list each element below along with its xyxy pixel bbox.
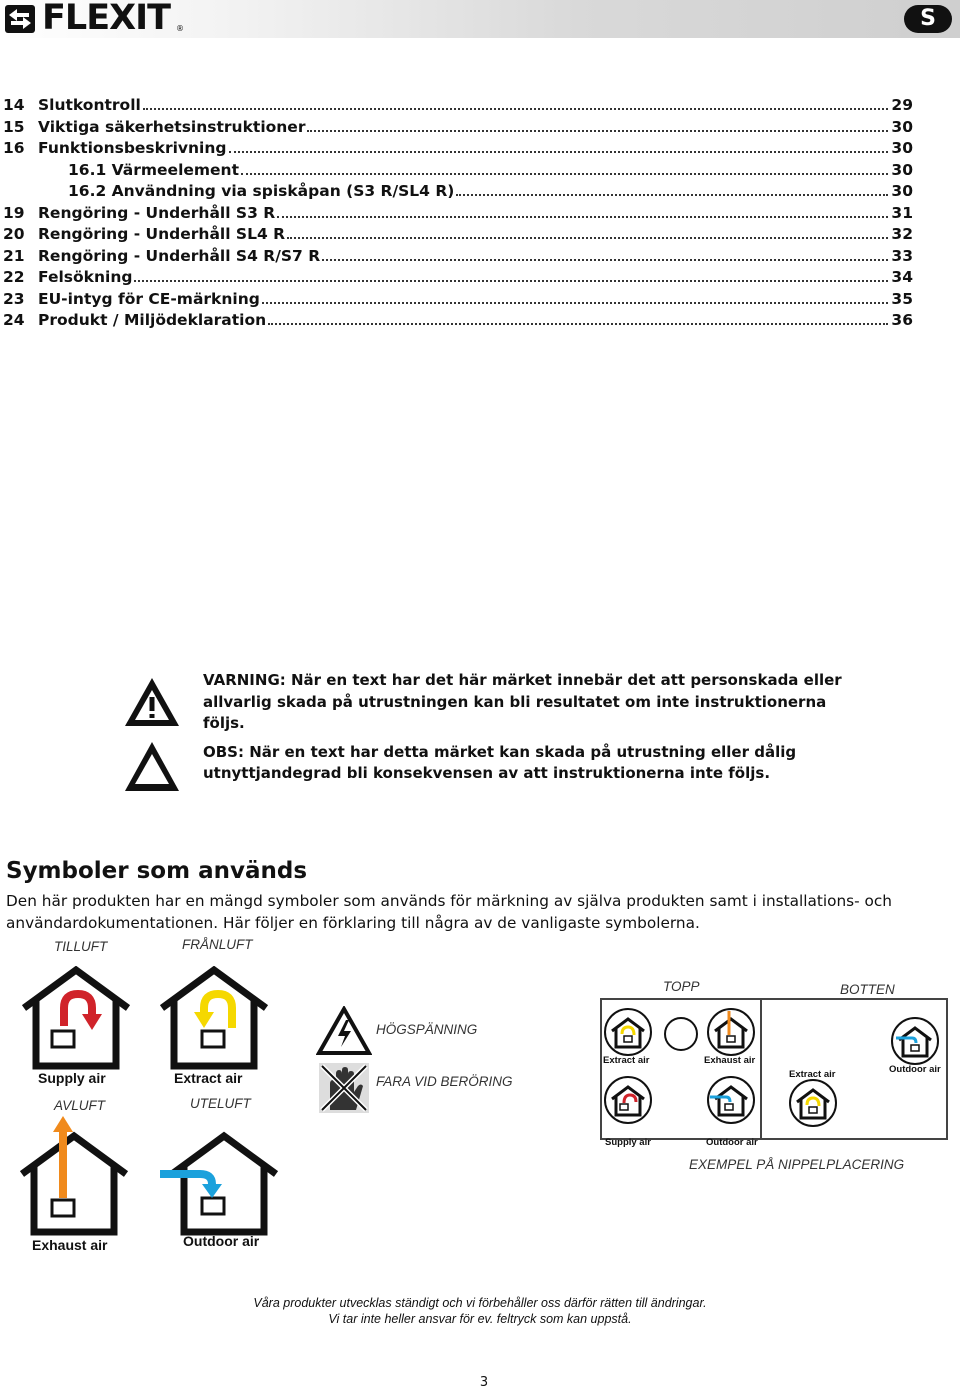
caution-triangle-icon [125,742,179,791]
example-label-bottom-outdoor: Outdoor air [889,1064,941,1075]
example-bottom-extract-air-icon [788,1078,838,1128]
toc-page-number: 32 [891,225,913,243]
toc-number: 23 [3,289,25,308]
toc-row[interactable] [3,247,913,269]
toc-number: 22 [3,268,25,286]
toc-title: Felsökning [38,268,133,286]
toc-page-number: 30 [891,182,913,200]
label-uteluft: UTELUFT [190,1096,251,1111]
symbols-intro: Den här produkten har en mängd symboler som används för märkning av själva produkten samt i installations- och användardokumentationen. Här följer en förklaring till några av de vanligaste symbolerna. [6,892,892,932]
toc-leader-dots [143,96,888,110]
example-extract-air-icon [603,1007,653,1057]
toc-leader-dots [307,118,888,132]
label-extract-air: Extract air [174,1070,243,1086]
label-outdoor-air: Outdoor air [183,1233,260,1249]
toc-number: 16 [3,139,25,157]
label-example-placement: EXEMPEL PÅ NIPPELPLACERING [689,1157,905,1172]
disclaimer-line-1: Våra produkter utvecklas ständigt och vi förbehåller oss därför rätten till ändringar. [253,1296,707,1310]
toc-leader-dots [262,290,888,304]
label-hogspanning: HÖGSPÄNNING [376,1022,478,1037]
exhaust-air-house-icon [16,1114,132,1238]
example-empty-circle [662,1015,700,1053]
registered-mark: ® [176,24,184,33]
toc-number: 21 [3,246,25,265]
disclaimer-line-2: Vi tar inte heller ansvar för ev. feltryck som kan uppstå. [328,1312,632,1326]
toc-row[interactable] [3,139,913,161]
toc-row[interactable] [3,290,913,312]
toc-row[interactable] [3,268,913,290]
outdoor-air-house-icon [158,1126,282,1236]
label-exhaust-air: Exhaust air [32,1237,108,1253]
flexit-logo-icon [5,5,35,33]
supply-air-house-icon [18,966,134,1070]
toc-number: 15 [3,117,25,136]
toc-title: 16.2 Användning via spiskåpan (S3 R/SL4 R) [68,182,455,200]
disclaimer-footer [0,1295,960,1327]
toc-row[interactable] [3,204,913,226]
toc-title: EU-intyg för CE-märkning [38,289,260,308]
warning-paragraph: VARNING: När en text har det här märket innebär det att personskada eller allvarlig skada på utrustningen kan bli resultatet om inte instruktionerna följs. [203,671,842,732]
toc-number: 24 [3,311,25,329]
label-botten: BOTTEN [840,982,895,997]
header-bar [0,0,960,38]
label-avluft: AVLUFT [54,1098,106,1113]
toc-page-number: 29 [891,96,913,114]
toc-number: 19 [3,203,25,222]
language-badge: S [904,5,952,33]
example-supply-air-icon [603,1075,653,1125]
toc-page-number: 33 [891,246,913,265]
toc-row[interactable] [3,225,913,247]
toc-row[interactable] [3,182,913,204]
do-not-touch-icon [318,1062,370,1114]
toc-page-number: 30 [891,160,913,179]
warning-text-block [203,670,843,792]
toc-title: Produkt / Miljödeklaration [38,311,267,329]
toc-leader-dots [322,247,888,261]
example-divider [760,998,762,1138]
toc-page-number: 30 [891,117,913,136]
example-label-extract: Extract air [603,1055,650,1066]
extract-air-house-icon [156,966,272,1070]
label-fara-vid-beroring: FARA VID BERÖRING [376,1074,513,1089]
label-tilluft: TILLUFT [54,939,108,954]
label-topp: TOPP [663,979,700,994]
example-label-outdoor: Outdoor air [706,1137,758,1148]
toc-leader-dots [134,268,888,282]
high-voltage-icon [316,1006,372,1056]
toc-page-number: 30 [891,139,913,157]
example-outdoor-air-icon [706,1075,756,1125]
toc-title: 16.1 Värmeelement [68,160,239,179]
toc-row[interactable] [3,311,913,333]
toc-leader-dots [277,204,888,218]
toc-page-number: 35 [891,289,913,308]
toc-row[interactable] [3,118,913,140]
example-label-bottom-extract: Extract air [789,1069,836,1080]
note-paragraph: OBS: När en text har detta märket kan skada på utrustning eller dålig utnyttjandegrad bli konsekvensen av att instruktionerna inte följs. [203,742,797,782]
toc-title: Rengöring - Underhåll S3 R [38,203,276,222]
label-franluft: FRÅNLUFT [182,937,253,952]
example-bottom-outdoor-air-icon [890,1016,940,1066]
toc-page-number: 36 [891,311,913,329]
toc-title: Slutkontroll [38,96,141,114]
page-number: 3 [479,1375,489,1390]
toc-leader-dots [268,311,888,325]
toc-row[interactable] [3,161,913,183]
example-exhaust-air-icon [706,1007,756,1057]
example-label-supply: Supply air [605,1137,651,1148]
toc-number: 20 [3,225,25,243]
toc-page-number: 34 [891,268,913,286]
toc-leader-dots [241,161,888,175]
toc-leader-dots [287,225,888,239]
toc-title: Viktiga säkerhetsinstruktioner [38,117,306,136]
warning-exclamation-icon [125,678,179,726]
toc-leader-dots [456,182,888,196]
toc-title: Funktionsbeskrivning [38,139,227,157]
warning-icons [122,675,182,795]
table-of-contents [3,96,913,333]
label-supply-air: Supply air [38,1070,106,1086]
toc-number: 14 [3,96,25,114]
brand-name: FLEXIT [42,0,171,38]
example-label-exhaust: Exhaust air [704,1055,756,1066]
toc-title: Rengöring - Underhåll S4 R/S7 R [38,246,321,265]
toc-row[interactable] [3,96,913,118]
toc-leader-dots [229,139,888,153]
toc-title: Rengöring - Underhåll SL4 R [38,225,286,243]
toc-page-number: 31 [891,203,913,222]
symbols-heading: Symboler som används [6,858,308,884]
